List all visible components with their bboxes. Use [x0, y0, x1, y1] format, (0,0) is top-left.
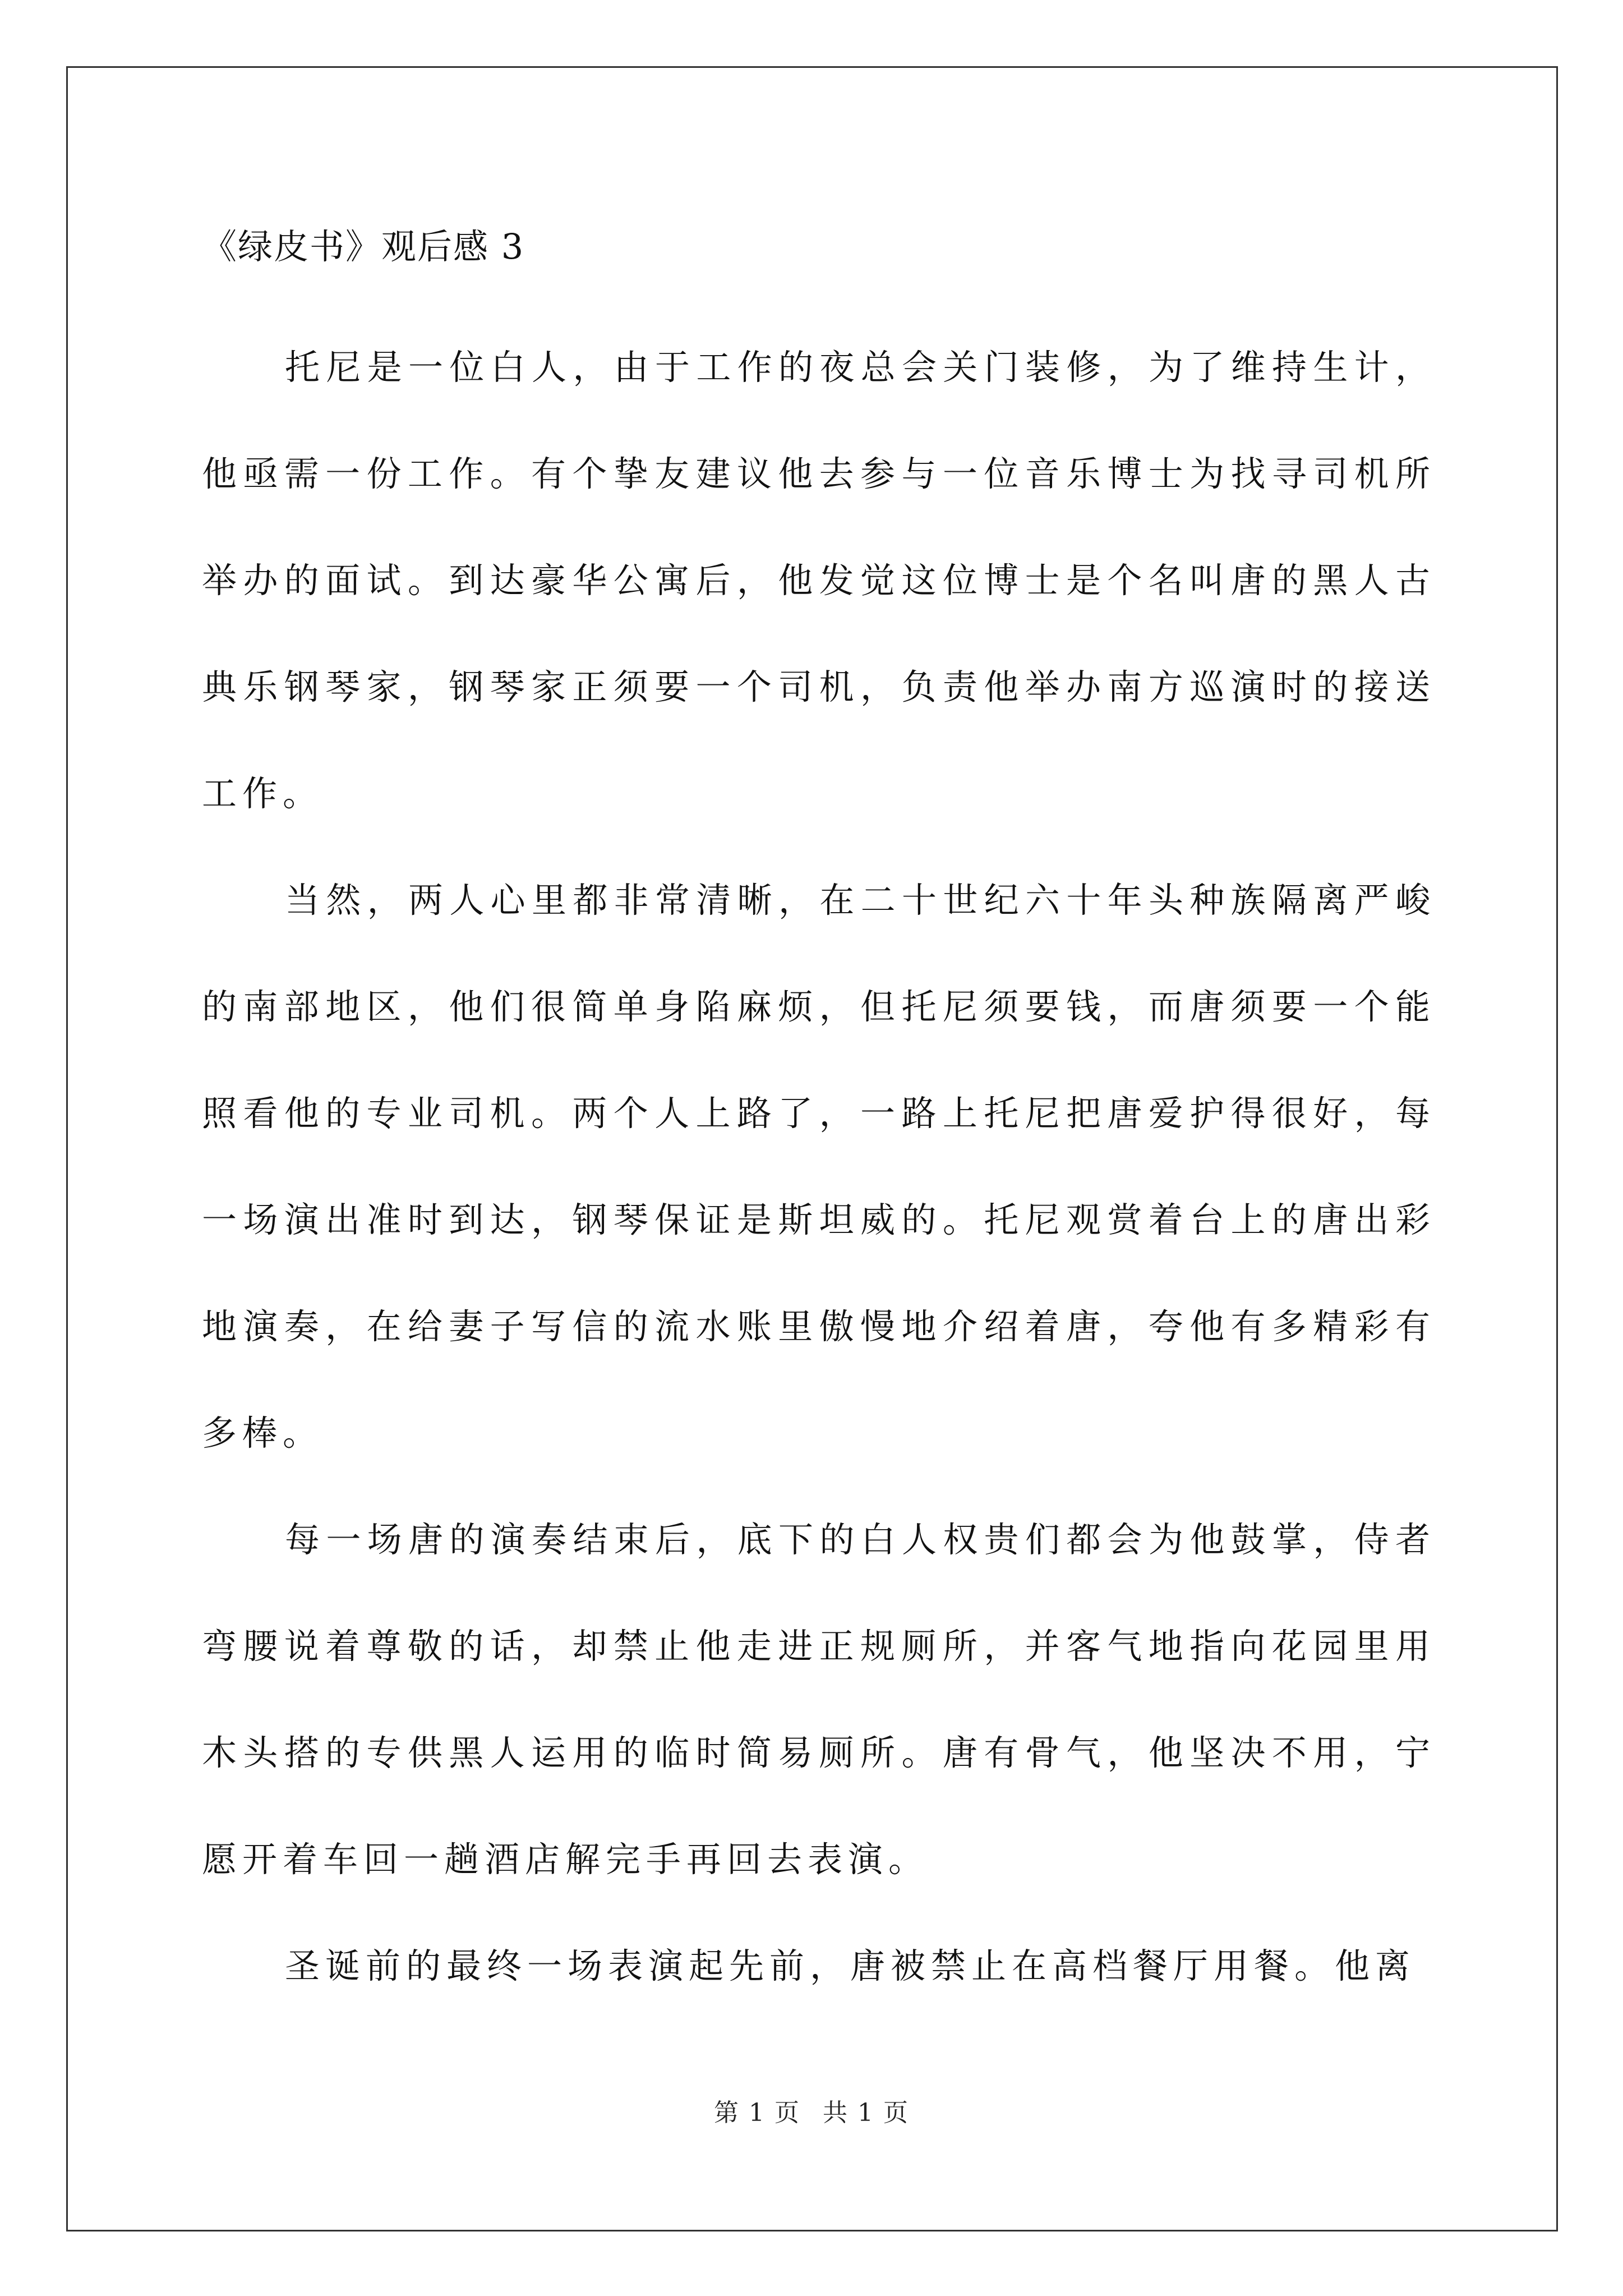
page-number: 第 1 页 — [714, 2099, 800, 2127]
document-body — [202, 213, 1436, 2019]
document-title: 《绿皮书》观后感 3 — [202, 226, 525, 267]
paragraph-2: 当然，两人心里都非常清晰，在二十世纪六十年头种族隔离严峻的南部地区，他们很简单身陷麻烦，但托尼须要钱，而唐须要一个能照看他的专业司机。两个人上路了，一路上托尼把唐爱护得很好，每一场演出准时到达，钢琴保证是斯坦威的。托尼观赏着台上的唐出彩地演奏，在给妻子写信的流水账里傲慢地介绍着唐，夸他有多精彩有多棒。 — [202, 880, 1436, 1453]
page-total: 共 1 页 — [823, 2099, 909, 2127]
paragraph-3: 每一场唐的演奏结束后，底下的白人权贵们都会为他鼓掌，侍者弯腰说着尊敬的话，却禁止他走进正规厕所，并客气地指向花园里用木头搭的专供黑人运用的临时简易厕所。唐有骨气，他坚决不用，宁愿开着车回一趟酒店解完手再回去表演。 — [202, 1519, 1436, 1880]
page-footer — [0, 2092, 1623, 2128]
paragraph-4: 圣诞前的最终一场表演起先前，唐被禁止在高档餐厅用餐。他离 — [285, 1945, 1416, 1986]
paragraph-1: 托尼是一位白人，由于工作的夜总会关门装修，为了维持生计，他亟需一份工作。有个挚友建议他去参与一位音乐博士为找寻司机所举办的面试。到达豪华公寓后，他发觉这位博士是个名叫唐的黑人古典乐钢琴家，钢琴家正须要一个司机，负责他举办南方巡演时的接送工作。 — [202, 347, 1436, 814]
